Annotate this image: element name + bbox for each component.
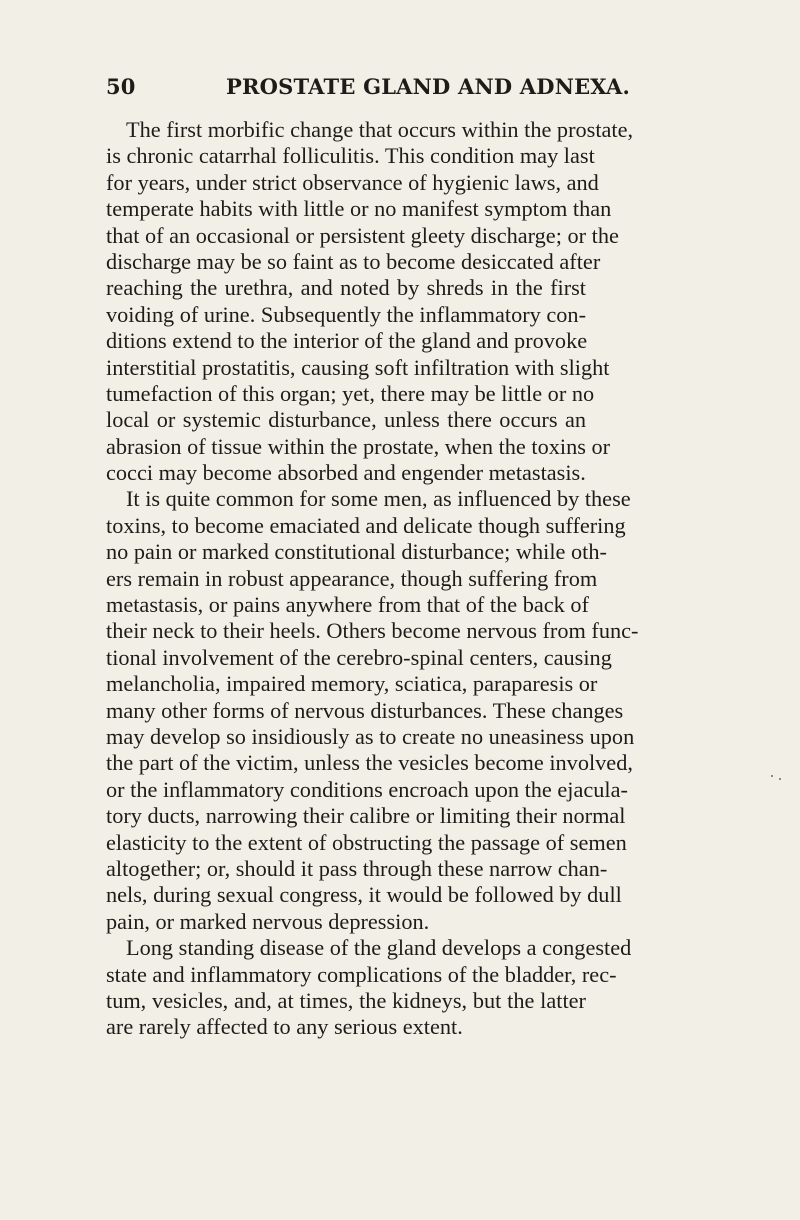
body-text [106,117,639,1041]
text-line: elasticity to the extent of obstructing the passage of semen [106,829,627,855]
text-line: voiding of urine. Subsequently the inflammatory con- [106,301,586,327]
text-line: toxins, to become emaciated and delicate though suffering [106,512,626,538]
text-line: many other forms of nervous disturbances. These changes [106,697,624,723]
text-line: metastasis, or pains anywhere from that of the back of [106,592,589,618]
text-line: or the inflammatory conditions encroach upon the ejacula- [106,776,628,802]
text-line: ditions extend to the interior of the gland and provoke [106,328,588,354]
text-line: for years, under strict observance of hygienic laws, and [106,169,599,195]
text-line: It is quite common for some men, as influenced by these [126,486,631,512]
text-line: tory ducts, narrowing their calibre or limiting their normal [106,803,626,829]
page-number: 50 [106,74,136,99]
speck-mark [771,775,773,777]
text-line: melancholia, impaired memory, sciatica, paraparesis or [106,671,598,697]
text-line: Long standing disease of the gland develops a congested [126,935,632,961]
text-line: their neck to their heels. Others become nervous from func- [106,618,639,644]
margin-specks [771,772,783,782]
text-line: are rarely affected to any serious extent. [106,1014,463,1040]
text-line: is chronic catarrhal folliculitis. This condition may last [106,143,595,169]
text-line: no pain or marked constitutional disturbance; while oth- [106,539,607,565]
text-line: temperate habits with little or no manifest symptom than [106,196,612,222]
text-line: pain, or marked nervous depression. [106,908,430,934]
running-head [106,74,631,106]
text-line: altogether; or, should it pass through these narrow chan- [106,855,608,881]
text-line: discharge may be so faint as to become desiccated after [106,248,601,274]
text-line: the part of the victim, unless the vesicles become involved, [106,750,633,776]
text-line: abrasion of tissue within the prostate, when the toxins or [106,433,611,459]
text-line: tumefaction of this organ; yet, there may be little or no [106,380,595,406]
text-line: interstitial prostatitis, causing soft infiltration with slight [106,354,610,380]
text-line: cocci may become absorbed and engender metastasis. [106,460,586,486]
text-line: ers remain in robust appearance, though suffering from [106,565,598,591]
text-line: may develop so insidiously as to create no uneasiness upon [106,723,635,749]
text-line: tional involvement of the cerebro-spinal centers, causing [106,644,612,670]
text-line: local or systemic disturbance, unless there occurs an [106,407,586,433]
speck-mark [779,778,781,780]
text-line: tum, vesicles, and, at times, the kidneys, but the latter [106,987,586,1013]
text-line: nels, during sexual congress, it would be followed by dull [106,882,622,908]
text-line: The first morbific change that occurs within the prostate, [126,117,634,142]
page-title: PROSTATE GLAND AND ADNEXA. [226,74,631,99]
text-line: reaching the urethra, and noted by shreds in the first [106,275,586,301]
text-line: state and inflammatory complications of the bladder, rec- [106,961,617,987]
text-line: that of an occasional or persistent gleety discharge; or the [106,222,619,248]
